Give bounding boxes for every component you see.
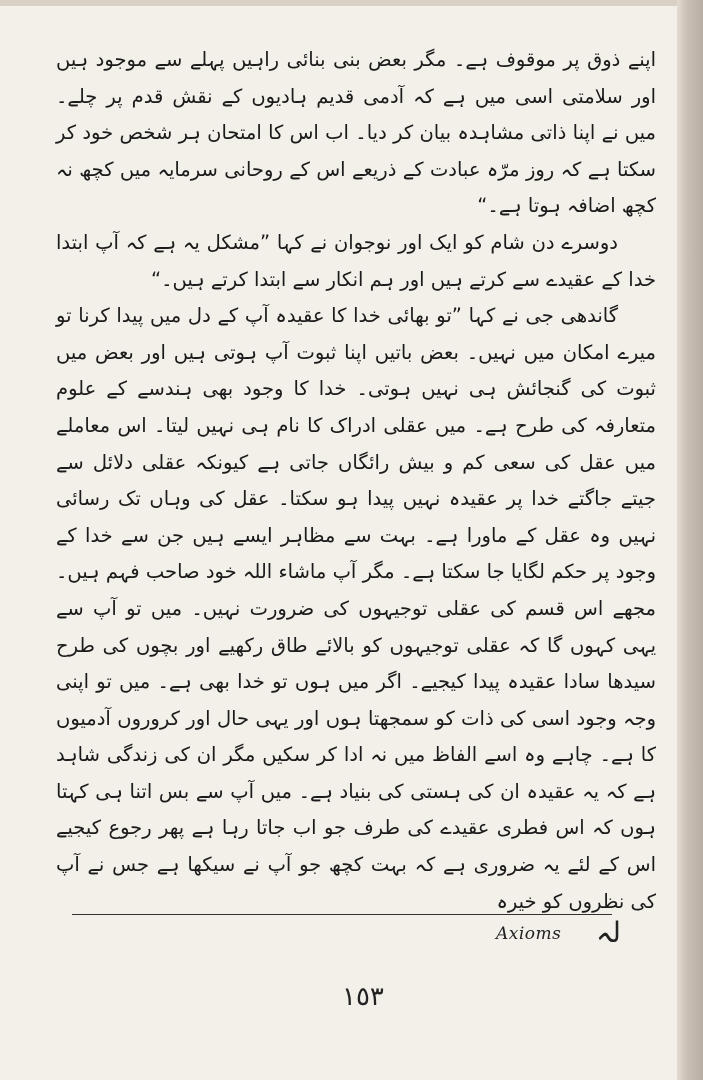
footnote-text: Axioms: [496, 924, 562, 944]
paragraph-2: دوسرے دن شام کو ایک اور نوجوان نے کہا ”مشکل یہ ہے کہ آپ ابتدا خدا کے عقیدے سے کرتے ہیں اور ہم انکار سے ابتدا کرتے ہیں۔“: [56, 230, 656, 291]
paragraph-1: اپنے ذوق پر موقوف ہے۔ مگر بعض بنی بنائی راہیں پہلے سے موجود ہیں اور سلامتی اسی میں ہے کہ آدمی قدیم ہادیوں کے نقش قدم پر چلے۔ میں نے اپنا ذاتی مشاہدہ بیان کر دیا۔ اب اس کا امتحان ہر شخص خود کر سکتا ہے کہ روز مرّہ عبادت کے ذریعے اس کے روحانی سرمایہ میں کچھ نہ کچھ اضافہ ہوتا ہے۔“: [56, 48, 656, 218]
page-top-edge: [0, 0, 703, 6]
footnote-divider: [72, 914, 612, 915]
body-text: [56, 42, 656, 920]
page-binding-edge: [677, 0, 703, 1080]
page-number: ١٥٣: [342, 982, 384, 1012]
footnote-marker: لہ: [596, 916, 621, 949]
paragraph-3: گاندھی جی نے کہا ”تو بھائی خدا کا عقیدہ آپ کے دل میں پیدا کرنا تو میرے امکان میں نہیں۔ بعض باتیں اپنا ثبوت آپ ہوتی ہیں اور بعض میں ثبوت کی گنجائش ہی نہیں ہوتی۔ خدا کا وجود بھی ہندسے کے علوم متعارفہ کی طرح ہے۔ میں عقلی ادراک کا نام ہی نہیں لیتا۔ اس معاملے میں عقل کی سعی کم و بیش رائگاں جاتی ہے کیونکہ عقلی دلائل سے جیتے جاگتے خدا پر عقیدہ نہیں پیدا ہو سکتا۔ عقل کی وہاں تک رسائی نہیں وہ عقل کے ماورا ہے۔ بہت سے مظاہر ایسے ہیں جن سے خدا کے وجود پر حکم لگایا جا سکتا ہے۔ مگر آپ ماشاء اللہ خود صاحب فہم ہیں۔ مجھے اس قسم کی عقلی توجیہوں کی ضرورت نہیں۔ میں تو آپ سے یہی کہوں گا کہ عقلی توجیہوں کو بالائے طاق رکھیے اور بچوں کی طرح سیدھا سادا عقیدہ پیدا کیجیے۔ اگر میں ہوں تو خدا بھی ہے۔ میں تو اپنی وجہ وجود اسی کی ذات کو سمجھتا ہوں اور یہی حال اور کروروں آدمیوں کا ہے۔ چاہے وہ اسے الفاظ میں نہ ادا کر سکیں مگر ان کی زندگی شاہد ہے کہ یہ عقیدہ ان کی ہستی کی بنیاد ہے۔ میں آپ سے بس اتنا ہی کہتا ہوں کہ اس فطری عقیدے کی طرف جو اب جاتا رہا ہے پھر رجوع کیجیے اس کے لئے یہ ضروری ہے کہ بہت کچھ جو آپ نے سیکھا ہے جس نے آپ کی نظروں کو خیرہ: [56, 304, 656, 913]
